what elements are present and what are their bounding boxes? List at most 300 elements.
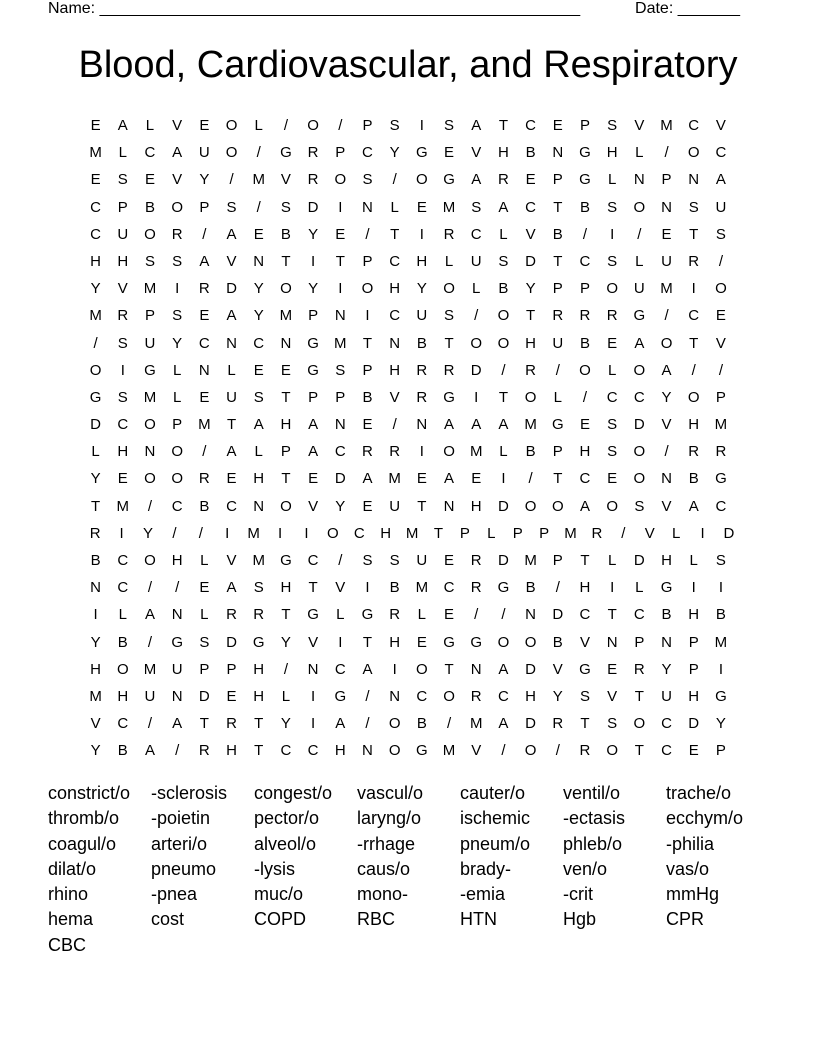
grid-row (82, 411, 742, 438)
grid-letter: P (226, 660, 237, 678)
grid-letter: R (117, 307, 129, 325)
grid-letter: A (172, 144, 183, 162)
grid-letter: E (416, 633, 427, 651)
grid-letter: S (144, 252, 155, 270)
grid-letter: S (362, 552, 373, 569)
grid-letter: T (390, 225, 400, 243)
grid-letter: / (175, 742, 180, 760)
grid-letter: V (552, 660, 563, 678)
grid-letter: / (392, 171, 397, 189)
grid-letter: C (688, 117, 700, 134)
grid-letter: C (633, 606, 645, 624)
grid-letter: H (253, 470, 265, 488)
word-bank-item: -sclerosis (151, 783, 228, 803)
word-bank-item: ventil/o (563, 783, 621, 803)
grid-letter: G (551, 416, 564, 434)
grid-letter: N (416, 416, 428, 434)
grid-letter: / (172, 524, 177, 542)
grid-letter: L (417, 606, 427, 624)
grid-letter: M (89, 307, 102, 325)
grid-letter: Y (525, 280, 536, 298)
grid-letter: C (606, 388, 618, 406)
grid-letter: L (635, 252, 644, 270)
grid-letter: E (416, 198, 427, 216)
grid-letter: N (144, 443, 156, 461)
grid-letter: T (281, 388, 291, 406)
grid-letter: N (661, 633, 672, 651)
grid-letter: C (579, 470, 591, 488)
grid-letter: V (661, 416, 672, 434)
grid-letter: S (172, 307, 183, 325)
grid-letter: A (471, 117, 482, 134)
grid-letter: M (143, 280, 157, 298)
grid-letter: M (714, 633, 728, 651)
grid-letter: L (172, 388, 182, 406)
grid-letter: A (117, 117, 128, 134)
grid-letter: H (280, 416, 292, 434)
grid-letter: A (144, 742, 155, 760)
grid-letter: O (524, 497, 537, 515)
grid-letter: H (280, 579, 292, 597)
grid-letter: G (715, 687, 727, 705)
grid-letter: H (90, 660, 102, 678)
grid-letter: M (89, 144, 102, 162)
grid-letter: S (362, 171, 373, 189)
grid-letter: S (607, 198, 618, 216)
grid-letter: O (524, 742, 537, 760)
grid-letter: P (552, 171, 563, 189)
word-bank-item: hema (48, 909, 94, 930)
grid-letter: P (199, 660, 210, 678)
grid-letter: C (198, 334, 210, 352)
grid-letter: L (336, 606, 345, 624)
grid-letter: / (501, 742, 506, 760)
grid-letter: Y (199, 171, 210, 189)
grid-letter: H (470, 497, 482, 515)
grid-letter: A (444, 470, 455, 488)
grid-letter: R (253, 606, 265, 624)
grid-letter: V (661, 497, 672, 515)
page-title: Blood, Cardiovascular, and Respiratory (78, 44, 738, 86)
grid-letter: I (392, 660, 397, 678)
grid-letter: R (226, 715, 237, 733)
grid-letter: R (633, 660, 645, 678)
grid-letter: M (405, 524, 419, 542)
grid-letter: C (90, 198, 102, 216)
grid-letter: U (117, 225, 129, 243)
grid-letter: C (117, 579, 129, 597)
grid-letter: O (116, 660, 129, 678)
grid-letter: S (688, 198, 699, 216)
grid-letter: C (443, 579, 455, 597)
grid-letter: V (226, 252, 237, 270)
grid-letter: I (311, 687, 316, 705)
grid-letter: H (389, 280, 401, 298)
grid-letter: N (280, 334, 292, 352)
grid-letter: M (415, 579, 429, 597)
grid-letter: / (501, 361, 506, 379)
grid-letter: V (471, 144, 482, 162)
grid-letter: R (579, 307, 591, 325)
grid-letter: C (389, 252, 401, 270)
grid-letter: B (579, 198, 590, 216)
grid-letter: / (664, 443, 669, 461)
grid-letter: O (497, 334, 510, 352)
grid-letter: N (198, 361, 210, 379)
grid-letter: R (688, 443, 700, 461)
grid-letter: / (582, 388, 588, 406)
grid-letter: B (117, 633, 128, 651)
grid-letter: E (199, 307, 210, 325)
grid-letter: Y (335, 497, 346, 515)
grid-letter: C (633, 388, 645, 406)
grid-letter: I (419, 443, 424, 461)
grid-letter: / (555, 579, 560, 597)
grid-letter: R (416, 388, 428, 406)
grid-letter: M (714, 416, 728, 434)
grid-letter: L (607, 361, 617, 379)
grid-letter: Y (389, 144, 400, 162)
grid-letter: N (307, 660, 319, 678)
grid-letter: N (226, 334, 237, 352)
grid-letter: I (691, 579, 696, 597)
grid-letter: A (226, 307, 237, 325)
grid-letter: M (660, 117, 673, 134)
grid-letter: B (117, 742, 128, 760)
grid-letter: L (200, 552, 209, 569)
grid-row (82, 330, 742, 357)
grid-letter: C (226, 497, 237, 515)
grid-letter: S (607, 252, 618, 270)
word-bank-item: trache/o (666, 783, 732, 803)
grid-letter: B (552, 633, 563, 651)
grid-letter: E (199, 117, 210, 134)
grid-letter: A (471, 416, 482, 434)
grid-letter: O (388, 715, 401, 733)
grid-letter: D (525, 252, 537, 270)
grid-letter: G (443, 633, 455, 651)
grid-letter: L (254, 443, 263, 461)
grid-letter: N (389, 687, 401, 705)
grid-letter: H (579, 579, 591, 597)
grid-letter: D (470, 361, 482, 379)
grid-letter: P (715, 388, 726, 406)
grid-row (82, 574, 742, 601)
grid-row (82, 683, 742, 710)
grid-letter: L (227, 361, 236, 379)
grid-letter: O (334, 171, 347, 189)
grid-letter: G (280, 552, 292, 569)
grid-letter: D (552, 606, 564, 624)
grid-letter: O (687, 144, 700, 162)
grid-letter: L (607, 171, 617, 189)
grid-letter: T (281, 252, 291, 270)
grid-letter: P (362, 361, 373, 379)
grid-letter: E (90, 171, 101, 189)
grid-letter: M (442, 742, 456, 760)
grid-row (82, 221, 742, 248)
grid-letter: V (389, 388, 400, 406)
grid-letter: N (552, 144, 564, 162)
grid-letter: / (93, 334, 98, 352)
grid-letter: / (474, 307, 479, 325)
grid-letter: L (281, 687, 291, 705)
grid-letter: E (607, 470, 618, 488)
grid-letter: C (307, 742, 319, 760)
grid-letter: O (443, 443, 455, 461)
grid-letter: R (579, 742, 591, 760)
word-bank-item: -philia (666, 833, 715, 854)
grid-letter: I (718, 660, 723, 678)
grid-letter: U (198, 144, 210, 162)
word-search-grid (82, 112, 742, 765)
grid-letter: S (117, 171, 128, 189)
grid-letter: V (172, 117, 183, 134)
grid-letter: M (469, 443, 483, 461)
grid-letter: H (117, 252, 129, 270)
grid-letter: M (143, 660, 157, 678)
grid-letter: H (171, 552, 183, 569)
grid-letter: A (226, 579, 237, 597)
grid-letter: Y (280, 715, 291, 733)
grid-letter: S (199, 633, 210, 651)
grid-letter: D (633, 552, 645, 569)
word-bank-item: ecchym/o (666, 808, 744, 829)
grid-letter: R (525, 361, 537, 379)
grid-letter: A (715, 171, 726, 189)
grid-letter: E (444, 606, 455, 624)
grid-letter: C (661, 715, 672, 733)
grid-letter: E (607, 660, 618, 678)
grid-letter: A (226, 225, 237, 243)
grid-letter: L (172, 361, 182, 379)
grid-letter: P (539, 524, 550, 542)
grid-letter: R (606, 307, 618, 325)
grid-letter: C (715, 497, 727, 515)
grid-letter: H (497, 144, 509, 162)
grid-letter: O (307, 117, 319, 134)
grid-letter: P (552, 280, 563, 298)
grid-letter: B (715, 606, 726, 624)
grid-letter: M (442, 198, 456, 216)
grid-letter: U (633, 280, 645, 298)
grid-letter: V (117, 280, 128, 298)
grid-letter: L (635, 144, 644, 162)
grid-letter: I (120, 361, 125, 379)
grid-letter: N (90, 579, 102, 597)
grid-letter: T (634, 742, 644, 760)
grid-letter: E (416, 470, 427, 488)
grid-letter: L (390, 198, 399, 216)
grid-letter: O (687, 388, 700, 406)
grid-letter: M (388, 470, 401, 488)
grid-letter: P (552, 443, 563, 461)
grid-letter: / (446, 715, 452, 733)
grid-letter: O (89, 361, 102, 379)
grid-letter: / (365, 225, 370, 243)
grid-letter: R (552, 715, 564, 733)
word-bank-item: caus/o (357, 858, 411, 879)
grid-letter: R (715, 443, 727, 461)
grid-letter: H (253, 660, 265, 678)
grid-letter: Y (253, 307, 264, 325)
grid-letter: P (335, 144, 346, 162)
grid-letter: D (723, 524, 735, 542)
grid-letter: O (443, 687, 455, 705)
grid-letter: H (389, 361, 401, 379)
grid-letter: R (389, 606, 401, 624)
grid-letter: L (689, 552, 698, 569)
word-bank-item: phleb/o (563, 833, 623, 854)
grid-row (82, 465, 742, 492)
grid-letter: I (119, 524, 124, 542)
grid-letter: O (225, 117, 238, 134)
grid-letter: G (579, 144, 591, 162)
grid-letter: O (416, 171, 428, 189)
grid-letter: M (247, 524, 260, 542)
word-bank-item: brady- (460, 858, 512, 879)
grid-letter: B (498, 280, 509, 298)
grid-letter: G (497, 579, 510, 597)
grid-letter: O (470, 334, 483, 352)
grid-letter: R (198, 470, 210, 488)
grid-letter: T (553, 198, 563, 216)
grid-letter: C (117, 552, 129, 569)
grid-row (82, 710, 742, 737)
grid-letter: E (525, 171, 536, 189)
word-bank-item: cost (151, 909, 185, 930)
grid-letter: / (147, 633, 153, 651)
grid-letter: S (579, 687, 590, 705)
grid-letter: D (226, 633, 237, 651)
grid-letter: G (579, 171, 591, 189)
grid-letter: / (175, 579, 180, 597)
grid-letter: / (147, 715, 153, 733)
grid-letter: E (688, 742, 699, 760)
grid-letter: O (388, 742, 401, 760)
grid-letter: S (253, 388, 264, 406)
grid-letter: U (416, 307, 428, 325)
grid-letter: B (199, 497, 210, 515)
grid-letter: E (117, 470, 128, 488)
grid-letter: E (308, 470, 319, 488)
grid-letter: U (144, 687, 156, 705)
word-bank-item: CBC (48, 934, 87, 955)
grid-letter: I (700, 524, 705, 542)
grid-letter: V (525, 225, 536, 243)
grid-letter: T (226, 416, 237, 434)
grid-letter: C (117, 416, 129, 434)
word-bank-item: constrict/o (48, 783, 131, 803)
grid-letter: N (661, 198, 672, 216)
word-bank-item: -poietin (151, 808, 211, 829)
grid-letter: A (226, 443, 237, 461)
grid-letter: P (512, 524, 523, 542)
grid-letter: R (497, 171, 509, 189)
grid-letter: I (419, 225, 424, 243)
grid-letter: B (525, 144, 536, 162)
grid-letter: H (606, 144, 618, 162)
word-bank-item: laryng/o (357, 808, 422, 829)
grid-letter: S (715, 225, 726, 243)
word-bank (48, 781, 768, 958)
grid-letter: E (253, 361, 264, 379)
grid-letter: C (715, 144, 727, 162)
grid-letter: U (661, 687, 672, 705)
grid-letter: T (580, 552, 590, 569)
word-bank-item: mono- (357, 884, 409, 905)
word-bank-item: cauter/o (460, 783, 526, 803)
grid-letter: G (171, 633, 183, 651)
grid-letter: U (171, 660, 183, 678)
grid-letter: A (498, 198, 509, 216)
grid-letter: R (362, 443, 373, 461)
grid-letter: E (199, 388, 210, 406)
grid-letter: D (497, 552, 509, 569)
grid-letter: P (552, 552, 563, 569)
header (48, 0, 740, 20)
grid-letter: / (664, 144, 669, 162)
grid-letter: B (280, 225, 291, 243)
grid-letter: O (144, 552, 156, 569)
grid-letter: S (471, 198, 482, 216)
grid-letter: T (689, 225, 699, 243)
grid-letter: T (689, 334, 699, 352)
grid-letter: G (252, 633, 265, 651)
grid-letter: I (225, 524, 230, 542)
grid-letter: / (501, 606, 506, 624)
word-bank-item: mmHg (666, 884, 719, 905)
grid-letter: Y (661, 660, 672, 678)
grid-letter: H (389, 633, 401, 651)
grid-letter: B (661, 606, 672, 624)
grid-letter: M (524, 416, 537, 434)
grid-letter: G (416, 144, 428, 162)
grid-letter: R (470, 552, 482, 569)
grid-letter: G (89, 388, 102, 406)
grid-letter: H (661, 552, 672, 569)
grid-letter: / (621, 524, 626, 542)
grid-letter: H (117, 443, 129, 461)
grid-letter: O (497, 307, 510, 325)
grid-letter: R (226, 606, 237, 624)
grid-letter: G (416, 742, 428, 760)
grid-letter: / (147, 579, 153, 597)
grid-letter: S (117, 334, 128, 352)
grid-row (82, 601, 742, 628)
grid-letter: / (691, 361, 696, 379)
grid-letter: P (308, 388, 319, 406)
grid-letter: Y (308, 225, 319, 243)
grid-letter: G (443, 171, 455, 189)
grid-letter: L (635, 579, 644, 597)
grid-letter: D (334, 470, 346, 488)
grid-letter: I (175, 280, 180, 298)
grid-letter: S (607, 443, 618, 461)
grid-letter: T (335, 252, 345, 270)
grid-letter: V (172, 171, 183, 189)
grid-letter: P (362, 252, 373, 270)
grid-letter: Y (416, 280, 427, 298)
grid-letter: U (144, 334, 156, 352)
word-bank-item: thromb/o (48, 808, 120, 829)
grid-letter: G (361, 606, 374, 624)
grid-letter: M (334, 334, 347, 352)
grid-letter: N (606, 633, 618, 651)
grid-letter: / (147, 497, 153, 515)
grid-letter: B (416, 715, 427, 733)
word-bank-item: -lysis (254, 858, 295, 879)
